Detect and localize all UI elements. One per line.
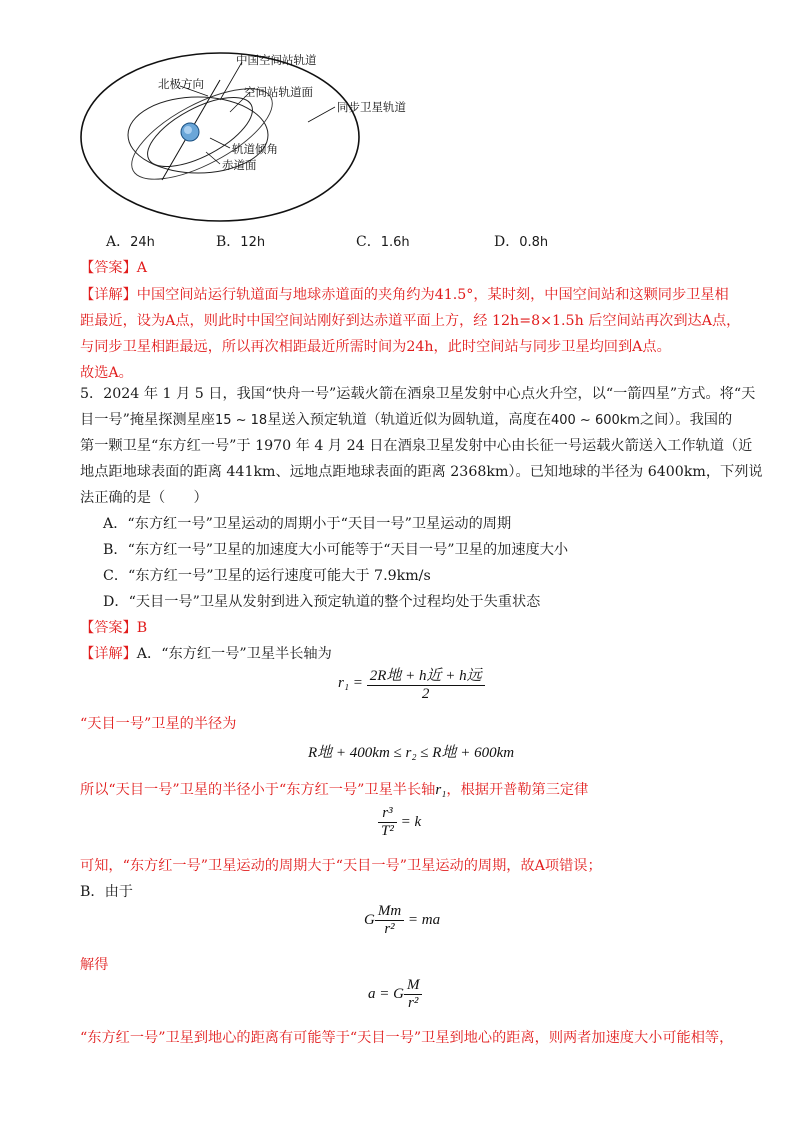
q5-line-3: 第一颗卫星“东方红一号”于 1970 年 4 月 24 日在酒泉卫星发射中心由长征一号运载火箭送入工作轨道（近	[80, 438, 753, 454]
label-geo-orbit: 同步卫星轨道	[337, 100, 406, 114]
q5-detail-5: B．由于	[80, 884, 133, 900]
q5-line-1: 5．2024 年 1 月 5 日，我国“快舟一号”运载火箭在酒泉卫星发射中心点火升空，以“一箭四星”方式。将“天	[80, 386, 756, 402]
q4-detail-2: 距最近，设为A点，则此时中国空间站刚好到达赤道平面上方，经 12h=8×1.5h 后空间站再次到达A点，	[80, 313, 741, 329]
formula-kepler: $\frac{\text{r³}}{\text{T²}}$ = k	[378, 805, 421, 840]
formula-gravitation: G $\frac{Mm}{\text{r²}}$ = ma	[364, 903, 441, 937]
label-station-orbit: 中国空间站轨道	[236, 53, 317, 67]
q4-detail-4: 故选A。	[80, 365, 133, 381]
q4-option-c[interactable]: C．1.6h	[356, 234, 410, 250]
label-equator: 赤道面	[222, 158, 257, 172]
q5-option-a[interactable]: A．“东方红一号”卫星运动的周期小于“天目一号”卫星运动的周期	[103, 516, 512, 532]
q5-detail-1: 【详解】A．“东方红一号”卫星半长轴为	[80, 646, 332, 662]
label-inclination: 轨道倾角	[232, 142, 278, 156]
q5-line-4: 地点距地球表面的距离 441km、远地点距地球表面的距离 2368km）。已知地球的半径为 6400km，下列说	[80, 464, 763, 480]
q5-option-c[interactable]: C．“东方红一号”卫星的运行速度可能大于 7.9km/s	[103, 568, 431, 584]
formula-radius-range: R地 + 400km ≤ r₂ ≤ R地 + 600km	[308, 745, 515, 761]
geo-orbit-ellipse	[81, 53, 359, 221]
orbit-diagram	[70, 40, 430, 230]
q4-detail-3: 与同步卫星相距最远，所以再次相距最近所需时间为24h，此时空间站与同步卫星均回到A点。	[80, 339, 671, 355]
leader-geo-orbit	[308, 107, 335, 122]
q4-option-d[interactable]: D．0.8h	[494, 234, 549, 250]
q5-detail-6: 解得	[80, 957, 109, 973]
label-north: 北极方向	[158, 77, 204, 91]
q4-detail-1: 【详解】中国空间站运行轨道面与地球赤道面的夹角约为41.5°，某时刻，中国空间站和这颗同步卫星相	[80, 287, 729, 303]
q5-line-5: 法正确的是（ ）	[80, 490, 208, 506]
q4-answer: 【答案】A	[80, 260, 147, 276]
q5-detail-4: 可知，“东方红一号”卫星运动的周期大于“天目一号”卫星运动的周期，故A项错误；	[80, 858, 602, 874]
q5-answer: 【答案】B	[80, 620, 148, 636]
q5-detail-7: “东方红一号”卫星到地心的距离有可能等于“天目一号”卫星到地心的距离，则两者加速度大小可能相等，	[80, 1030, 734, 1046]
q5-option-d[interactable]: D．“天目一号”卫星从发射到进入预定轨道的整个过程均处于失重状态	[103, 594, 541, 610]
q5-detail-2: “天目一号”卫星的半径为	[80, 716, 237, 732]
q5-detail-3: 所以“天目一号”卫星的半径小于“东方红一号”卫星半长轴r₁，根据开普勒第三定律	[80, 782, 589, 798]
q5-line-2: 目一号”掩星探测星座15 ~ 18星送入预定轨道（轨道近似为圆轨道，高度在400 ~ 600km之间）。我国的	[80, 412, 733, 428]
label-station-plane: 空间站轨道面	[244, 85, 313, 99]
q4-option-a[interactable]: A．24h	[106, 234, 155, 250]
orbit-height-range: 400 ~ 600km	[550, 413, 640, 428]
formula-semi-major-axis: r₁ = $\frac{\text{2R地 + h近 + h远}}{2}$	[338, 664, 485, 703]
q5-option-b[interactable]: B．“东方红一号”卫星的加速度大小可能等于“天目一号”卫星的加速度大小	[103, 542, 569, 558]
constellation-range: 15 ~ 18	[214, 413, 268, 428]
formula-acceleration: a = G $\frac{M}{\text{r²}}$	[368, 977, 422, 1012]
q4-option-b[interactable]: B．12h	[216, 234, 266, 250]
